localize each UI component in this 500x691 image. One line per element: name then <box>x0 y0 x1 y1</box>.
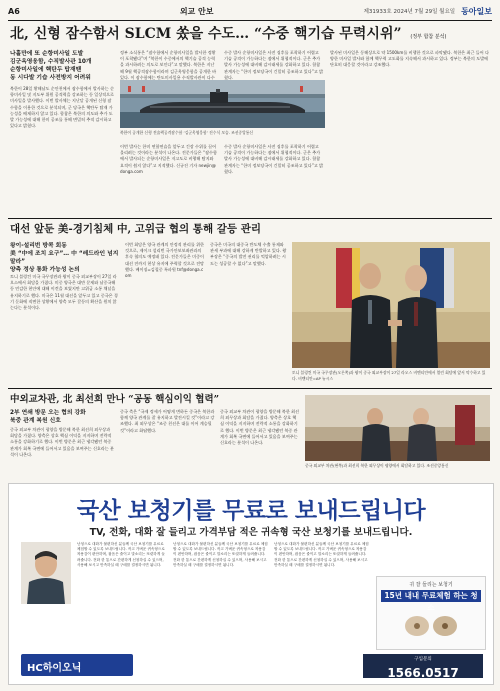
story3-headline: 中외교차관, 北 최선희 만나 “공동 핵심이익 협력” <box>10 394 220 405</box>
ad-body-column-2: 난청으로 대화가 불편하신 분들께 국산 보청기를 무료로 체험할 수 있도록 보내드립니다. 작고 가벼운 귀속형으로 착용감이 편안하며, 잡음은 줄이고 말소리는 또렷하게 들려줍니다. 전화 한 통으로 간편하게 신청하실 수 있으며, 사용해 보시고 만족하실 때 구매를 결정하시면 됩니다. <box>173 542 268 567</box>
story1-column-4b: 수중 발사 순항미사일은 사전 징후를 포착하기 어렵고 기습 공격이 가능하다는 점에서 위협적이다. 군은 추가 발사 가능성에 대비해 감시태세를 강화하고 있다. 합참 관계자는 “한미 정보당국이 긴밀히 공조하고 있다”고 밝혔다. <box>224 50 324 80</box>
story3-subhead: 2부 연쇄 방문 오는 협의 강화 <box>10 410 86 416</box>
ad-phone-box <box>363 654 483 678</box>
story-divider-2 <box>8 388 492 389</box>
ad-promo-note: 귀 잘 들리는 보청기 <box>409 582 453 588</box>
section-name: 외교 안보 <box>179 6 214 16</box>
story3-subhead: 북중 관계 복원 신호 <box>10 418 61 424</box>
newspaper-brand: 동아일보 <box>461 6 492 16</box>
ad-body-column-3: 난청으로 대화가 불편하신 분들께 국산 보청기를 무료로 체험할 수 있도록 보내드립니다. 작고 가벼운 귀속형으로 착용감이 편안하며, 잡음은 줄이고 말소리는 또렷하게 들려줍니다. 전화 한 통으로 간편하게 신청하실 수 있으며, 사용해 보시고 만족하실 때 구매를 결정하시면 됩니다. <box>274 542 369 567</box>
story1-subheads <box>10 50 115 82</box>
story1-byline: (정부 합참 분석) <box>410 34 447 40</box>
story2-column-3: 중국은 미국의 대중국 반도체 수출 통제와 관세 부과에 대해 강하게 반발하고 있다. 왕 부장은 “중국의 발전 권리를 억압하려는 시도는 성공할 수 없다”고 말했다. <box>210 242 287 266</box>
hearing-aid-advertisement <box>8 483 494 685</box>
meeting-photo <box>305 395 490 461</box>
story2-headline: 대선 앞둔 美-경기침체 中, 고위급 협의 통해 갈등 관리 <box>10 223 261 235</box>
story2-subhead: 양측 정상 통화 가능성 논의 <box>10 267 80 273</box>
ad-body-column-1: 난청으로 대화가 불편하신 분들께 국산 보청기를 무료로 체험할 수 있도록 보내드립니다. 작고 가벼운 귀속형으로 착용감이 편안하며, 잡음은 줄이고 말소리는 또렷하게 들려줍니다. 전화 한 통으로 간편하게 신청하실 수 있으며, 사용해 보시고 만족하실 때 구매를 결정하시면 됩니다. <box>77 542 165 567</box>
story3-photo-caption: 중국 외교부 차관(왼쪽)과 최선희 북한 외무상이 평양에서 회담하고 있다. 조선중앙통신 <box>305 463 449 468</box>
ad-title: 국산 보청기를 무료로 보내드립니다 <box>76 498 426 524</box>
story1-headline-text: 北, 신형 잠수함서 SLCM 쏬을 수도… “수중 핵기습 무력시위” <box>10 26 402 42</box>
story2-column-1: 토니 블링컨 미국 국무장관과 왕이 중국 외교부장이 27일 라오스에서 회담을 가졌다. 미중 양국은 대만 문제와 남중국해 등 민감한 현안에 대해 이견을 보였지만 고위급 소통 채널을 유지하기로 했다. 미국은 11월 대선을 앞두고 있고 중국은 경기 둔화에 직면한 상황에서 양측 모두 갈등의 확산을 원치 않는다는 분석이다. <box>10 274 118 311</box>
issue-date: 제31933호 2024년 7월 29일 월요일 <box>363 9 456 15</box>
story1-column-2: 정부 소식통은 “잠수함에서 순항미사일을 발사한 정황이 포착됐다”며 “북한이 수중에서의 핵기습 공격 능력을 과시하려는 의도로 보인다”고 말했다. 북한은 지난해 9월 핵공격잠수함이라며 김군옥영웅함을 공개한 바 있다. 이 잠수함에는 탄도미사일용 수직발사관이 다수 <box>120 50 217 80</box>
story1-column-5: 발사된 미사일은 동해상으로 약 1500km를 비행한 것으로 파악됐다. 북한은 최근 들어 다양한 미사일 발사와 함께 핵무력 고도화를 지속해서 과시하고 있다. 정부는 북한의 도발에 단호히 대응할 것이라고 강조했다. <box>330 50 489 68</box>
story2-photo-caption: 토니 블링컨 미국 국무장관(오른쪽)과 왕이 중국 외교부장이 27일 라오스 비엔티안에서 열린 회담에 앞서 악수하고 있다. 비엔티안=AP 뉴시스 <box>292 370 486 381</box>
story1-subhead: 순항미사일에 핵탄두 탑재땐 <box>10 67 82 73</box>
story1-headline <box>10 26 490 46</box>
story1-column-3: 이번 발사는 한미 연합연습을 앞두고 긴장 수위를 끌어올리려는 것이라는 분석이 나온다. 전문가들은 “잠수함에서 발사되는 순항미사일은 저고도로 비행해 탐지와 요격이 쉽지 않다”고 지적했다. 신규진 기자 newjin@donga.com <box>120 144 217 174</box>
ad-phone-number: 1566.0517 <box>387 666 459 680</box>
story-divider-1 <box>8 218 492 219</box>
story1-photo-caption: 북한이 공개한 신형 전술핵공격잠수함 ‘김군옥영웅함’ 진수식 모습. 조선중앙통신 <box>120 130 254 135</box>
story1-subhead: 김군옥영웅함, 수직발사관 10개 <box>10 59 92 65</box>
ad-promo-box <box>376 576 486 650</box>
page-number: A6 <box>8 6 20 16</box>
hearing-aid-icon <box>397 609 465 643</box>
story3-column-1: 중국 외교부 차관이 평양을 방문해 북한 최선희 외무상과 회담을 가졌다. 양측은 상호 핵심 이익을 지지하며 전략적 소통을 강화하기로 했다. 이번 방문은 최근 냉각됐던 북중 관계가 회복 국면에 들어서고 있음을 보여주는 신호라는 분석이 나온다. <box>10 427 115 457</box>
ad-person-photo <box>21 542 71 604</box>
submarine-photo <box>120 80 325 128</box>
story2-subheads <box>10 242 120 274</box>
story2-subhead: 왕이-설리번 방콕 회동 <box>10 243 67 249</box>
story3-column-2: 중국 측은 “국제 정세가 어떻게 변하든 중국은 북한과 함께 양국 관계를 잘 유지하고 발전시킬 것”이라고 강조했다. 최 외무상은 “조중 친선은 대를 이어 계승될 것”이라고 화답했다. <box>120 409 215 433</box>
story1-column-4: 수중 발사 순항미사일은 사전 징후를 포착하기 어렵고 기습 공격이 가능하다는 점에서 위협적이다. 군은 추가 발사 가능성에 대비해 감시태세를 강화하고 있다. 합참 관계자는 “한미 정보당국이 긴밀히 공조하고 있다”고 밝혔다. <box>224 144 324 174</box>
masthead <box>8 4 492 18</box>
ad-brand: HC하이오닉 <box>27 663 82 674</box>
ad-subtitle: TV, 전화, 대화 잘 들리고 가격부담 적은 귀속형 국산 보청기를 보내드립니다. <box>89 527 413 538</box>
story3-subheads <box>10 409 115 425</box>
story2-subhead: 美 “中에 조치 요구”… 中 “레드라인 넘지 말라” <box>10 251 119 265</box>
diplomats-handshake-photo <box>292 242 490 368</box>
ad-promo-title: 15년 내내 무료체험 하는 청소 <box>381 590 481 602</box>
story1-column-1: 북한이 28일 황해남도 순안천에서 잠수함에서 발사하는 순항미사일 및 지도부 위원 공격력을 강조하는 등 일상적으로 미사일을 발사했다. 이번 발사체는 지난달 공개된 신형 잠수함을 이용한 것으로 분석되며, 군 당국은 핵탄두 탑재 가능성을 배제하지 않고 있다. 합참은 북한의 의도와 추가 도발 가능성에 대해 한미 공조를 통해 면밀히 추적 감시하고 있다고 밝혔다. <box>10 86 115 129</box>
story1-subhead: 동 시다발 기습 사전방지 어려워 <box>10 75 91 81</box>
story2-column-2: 이번 회담은 양국 관계의 안정적 관리를 위한 것으로, 제이크 설리번 국가안보보좌관과의 후속 협의도 예정돼 있다. 전문가들은 미중이 대선 전까지 현상 유지에 주력할 것으로 전망했다. 베이징=김철중 특파원 tnf@donga.com <box>125 242 204 279</box>
story1-subhead: 나흘만에 또 순항미사일 도발 <box>10 51 84 57</box>
masthead-rule <box>8 20 492 21</box>
ad-phone-label: 구입문의 <box>414 657 432 662</box>
story3-column-3: 중국 외교부 차관이 평양을 방문해 북한 최선희 외무상과 회담을 가졌다. 양측은 상호 핵심 이익을 지지하며 전략적 소통을 강화하기로 했다. 이번 방문은 최근 냉각됐던 북중 관계가 회복 국면에 들어서고 있음을 보여주는 신호라는 분석이 나온다. <box>220 409 299 446</box>
